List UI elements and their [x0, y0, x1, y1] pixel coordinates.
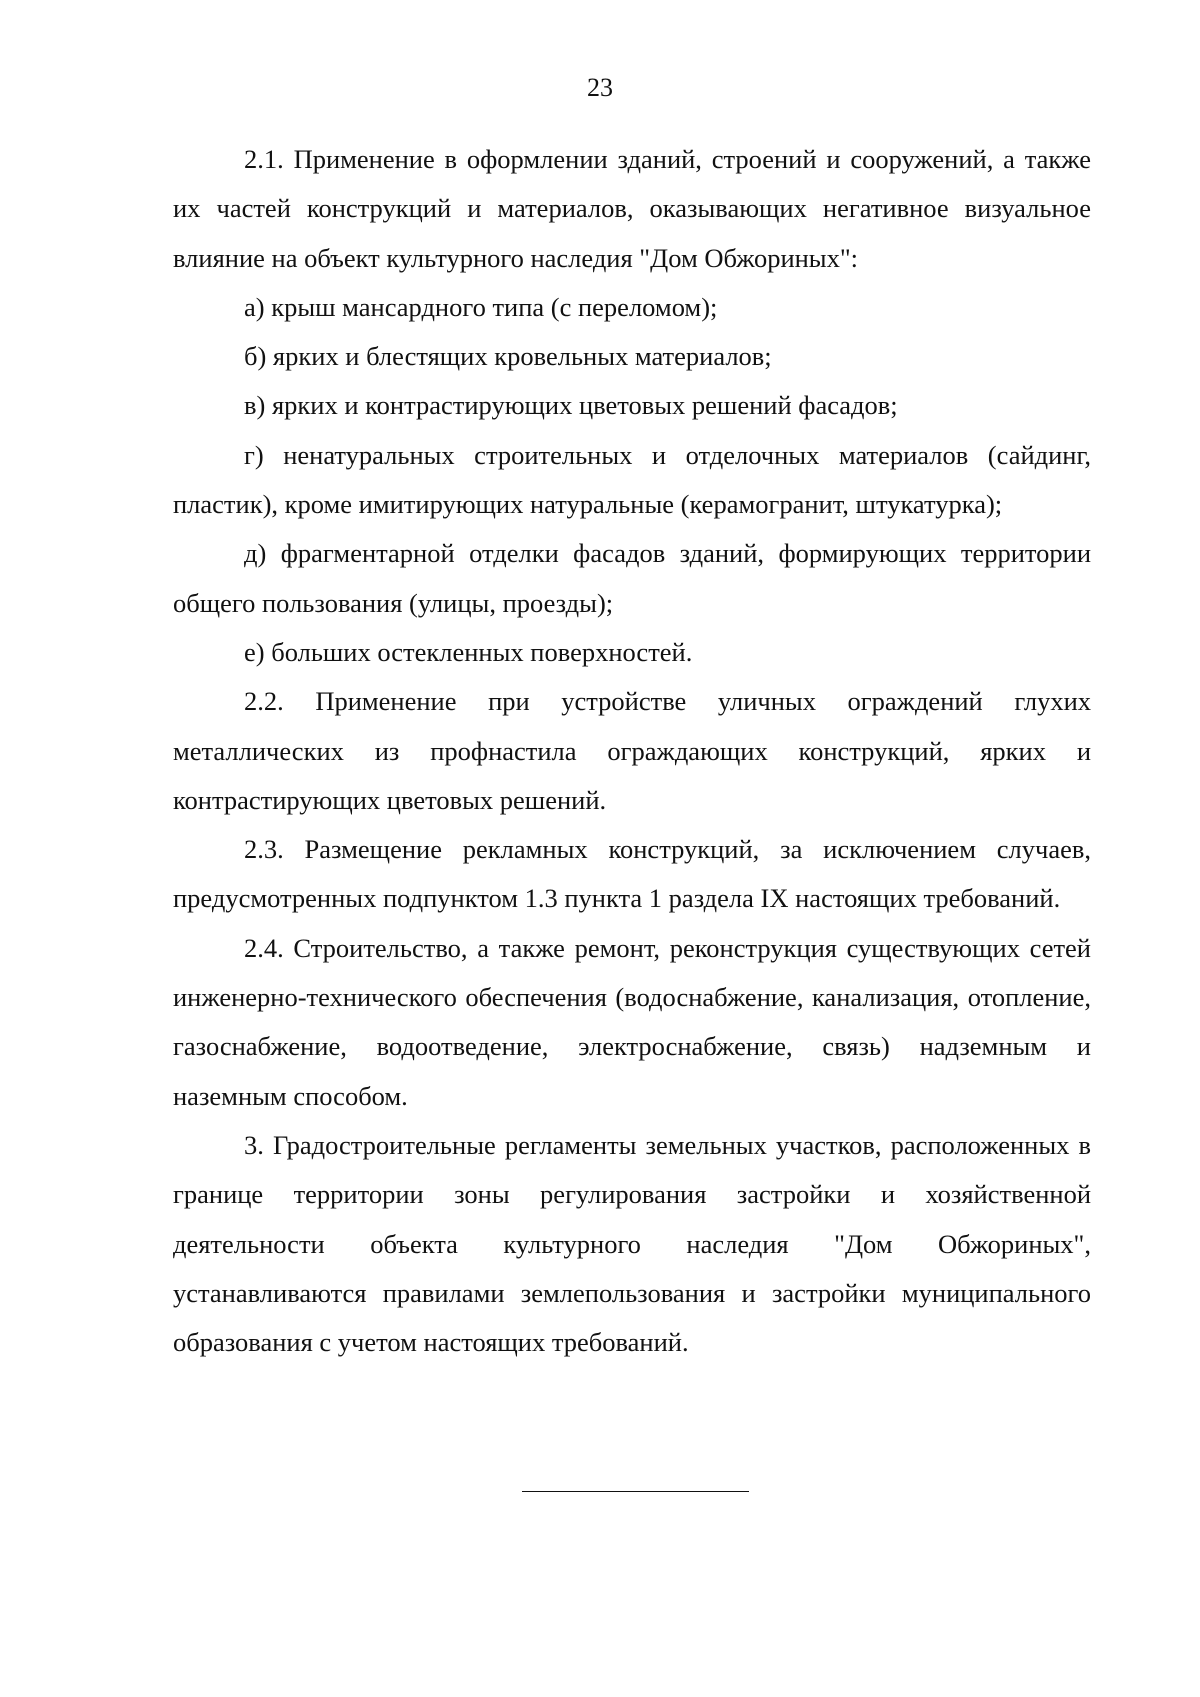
paragraph-2-2: 2.2. Применение при устройстве уличных ограждений глухих металлических из профнастила ограждающих конструкций, ярких и контрастирующих цветовых решений.: [173, 686, 1091, 815]
paragraph-2-4: 2.4. Строительство, а также ремонт, реконструкция существующих сетей инженерно-технического обеспечения (водоснабжение, канализация, отопление, газоснабжение, водоотведение, электроснабжение, связь) надземным и наземным способом.: [173, 932, 1091, 1111]
document-body: [173, 135, 1091, 1367]
list-item-d: д) фрагментарной отделки фасадов зданий, формирующих территории общего пользования (улицы, проезды);: [173, 538, 1091, 618]
list-item-e: е) больших остекленных поверхностей.: [244, 636, 693, 667]
list-item-b: б) ярких и блестящих кровельных материалов;: [244, 341, 772, 372]
paragraph-2-1: 2.1. Применение в оформлении зданий, строений и сооружений, а также их частей конструкций и материалов, оказывающих негативное визуальное влияние на объект культурного наследия "Дом Обжориных":: [173, 144, 1091, 273]
paragraph-2-3: 2.3. Размещение рекламных конструкций, за исключением случаев, предусмотренных подпунктом 1.3 пункта 1 раздела IX настоящих требований.: [173, 834, 1091, 914]
list-item-g: г) ненатуральных строительных и отделочных материалов (сайдинг, пластик), кроме имитирующих натуральные (керамогранит, штукатурка);: [173, 439, 1091, 520]
paragraph-3: 3. Градостроительные регламенты земельных участков, расположенных в границе территории зоны регулирования застройки и хозяйственной деятельности объекта культурного наследия "Дом Обжориных", устанавливаются правилами землепользования и застройки муниципального образования с учетом настоящих требований.: [173, 1129, 1091, 1358]
end-of-document-rule: [522, 1491, 749, 1492]
list-item-a: а) крыш мансардного типа (с переломом);: [244, 291, 718, 322]
page-number: 23: [587, 73, 613, 102]
list-item-v: в) ярких и контрастирующих цветовых решений фасадов;: [244, 390, 898, 421]
